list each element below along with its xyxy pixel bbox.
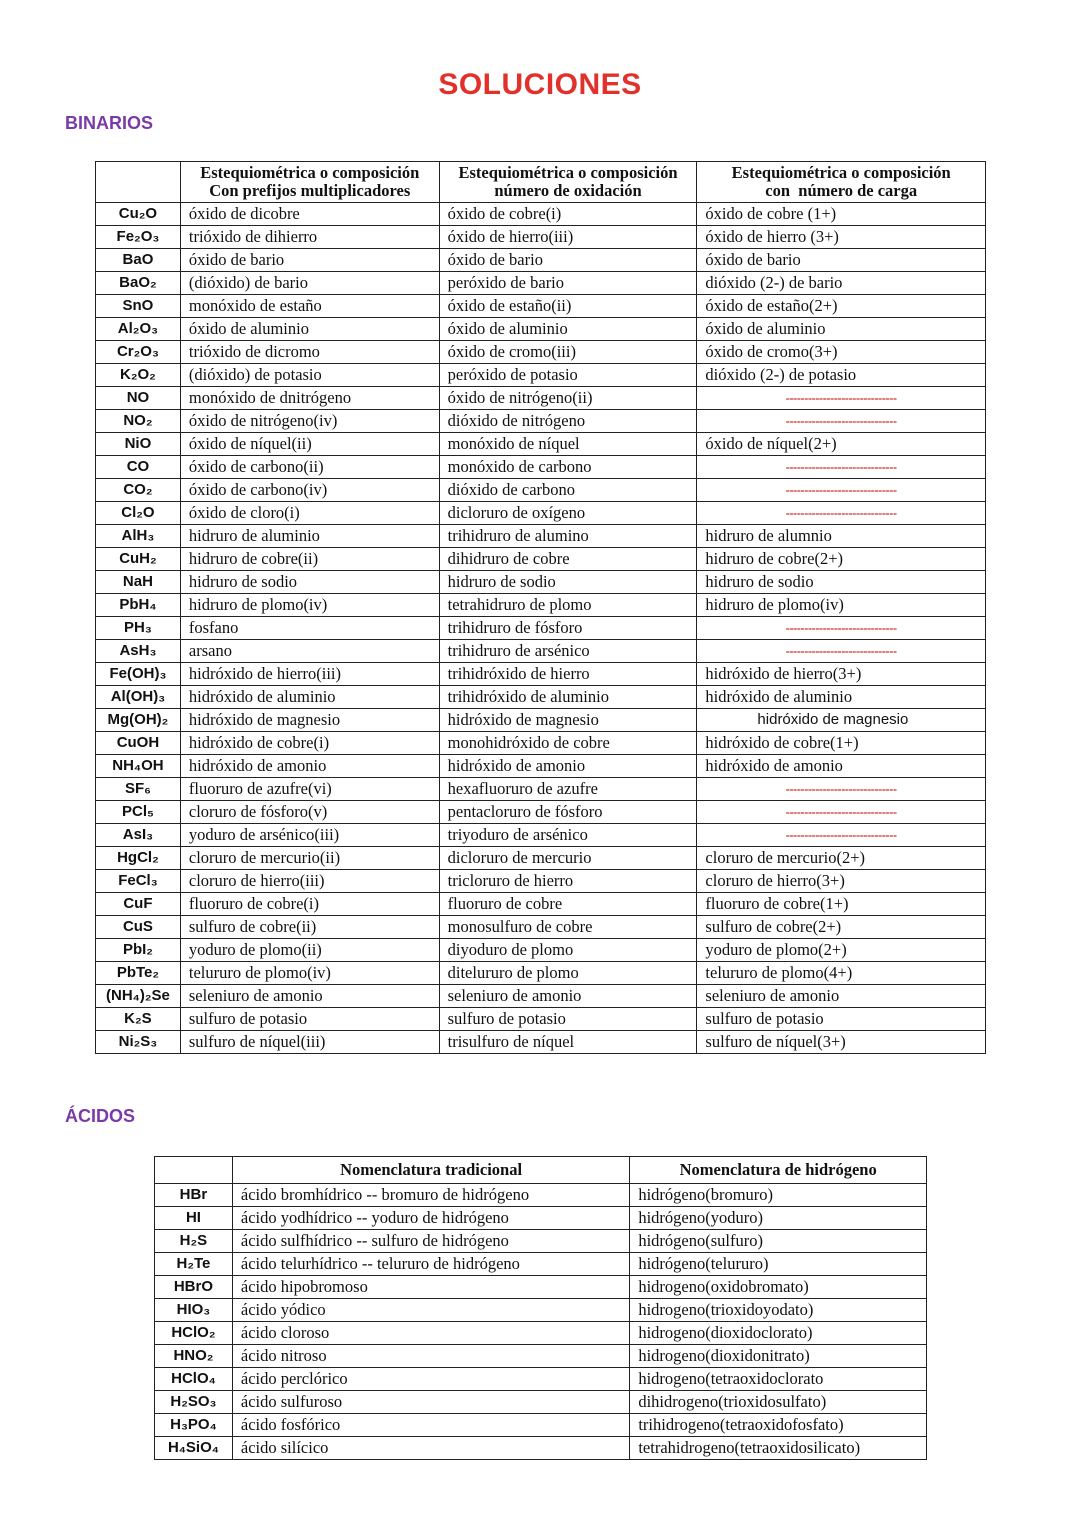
name-cell: seleniuro de amonio	[439, 985, 697, 1008]
table-row	[155, 1230, 927, 1253]
name-cell: óxido de cromo(3+)	[697, 341, 986, 364]
formula-cell: CO₂	[96, 479, 181, 502]
name-cell: óxido de nitrógeno(iv)	[180, 410, 439, 433]
name-cell: diyoduro de plomo	[439, 939, 697, 962]
name-cell: dihidrogeno(trioxidosulfato)	[630, 1391, 927, 1414]
name-cell: hidruro de plomo(iv)	[697, 594, 986, 617]
table-row	[96, 847, 986, 870]
table-row	[96, 410, 986, 433]
name-cell: dióxido de carbono	[439, 479, 697, 502]
table-row	[96, 985, 986, 1008]
formula-cell: Al(OH)₃	[96, 686, 181, 709]
formula-cell: Fe₂O₃	[96, 226, 181, 249]
table-header-row	[96, 162, 986, 203]
formula-cell: PbH₄	[96, 594, 181, 617]
table-row	[96, 824, 986, 847]
name-cell: hidróxido de hierro(3+)	[697, 663, 986, 686]
table-row	[96, 709, 986, 732]
name-cell: sulfuro de potasio	[697, 1008, 986, 1031]
name-cell: óxido de hierro (3+)	[697, 226, 986, 249]
name-cell: óxido de cloro(i)	[180, 502, 439, 525]
table-row	[155, 1345, 927, 1368]
name-cell: hexafluoruro de azufre	[439, 778, 697, 801]
formula-cell: PCl₅	[96, 801, 181, 824]
formula-cell: (NH₄)₂Se	[96, 985, 181, 1008]
formula-cell: HClO₄	[155, 1368, 233, 1391]
name-cell: sulfuro de cobre(ii)	[180, 916, 439, 939]
formula-cell: H₄SiO₄	[155, 1437, 233, 1460]
name-cell: fluoruro de cobre(i)	[180, 893, 439, 916]
formula-cell: H₂SO₃	[155, 1391, 233, 1414]
table-row	[96, 663, 986, 686]
name-cell: fluoruro de cobre(1+)	[697, 893, 986, 916]
formula-cell: BaO	[96, 249, 181, 272]
table-row	[96, 203, 986, 226]
formula-cell: H₂S	[155, 1230, 233, 1253]
formula-cell: SF₆	[96, 778, 181, 801]
formula-cell: HBr	[155, 1184, 233, 1207]
name-cell: dióxido de nitrógeno	[439, 410, 697, 433]
name-cell: hidrogeno(dioxidonitrato)	[630, 1345, 927, 1368]
table-row	[155, 1207, 927, 1230]
name-cell: yoduro de plomo(ii)	[180, 939, 439, 962]
formula-cell: AlH₃	[96, 525, 181, 548]
name-cell: hidruro de sodio	[697, 571, 986, 594]
not-applicable-dashes: ------------------------------	[697, 502, 986, 525]
formula-cell: K₂O₂	[96, 364, 181, 387]
name-cell: hidrógeno(telururo)	[630, 1253, 927, 1276]
column-header: Estequiométrica o composición número de oxidación	[439, 162, 697, 203]
name-cell: hidróxido de magnesio	[439, 709, 697, 732]
name-cell: hidróxido de amonio	[439, 755, 697, 778]
name-cell: hidruro de sodio	[180, 571, 439, 594]
formula-cell: Ni₂S₃	[96, 1031, 181, 1054]
name-cell: dióxido (2-) de bario	[697, 272, 986, 295]
name-cell: trihidrogeno(tetraoxidofosfato)	[630, 1414, 927, 1437]
name-cell: hidruro de plomo(iv)	[180, 594, 439, 617]
name-cell: peróxido de bario	[439, 272, 697, 295]
formula-cell: NiO	[96, 433, 181, 456]
name-cell: cloruro de mercurio(2+)	[697, 847, 986, 870]
name-cell: hidróxido de cobre(1+)	[697, 732, 986, 755]
name-cell: triyoduro de arsénico	[439, 824, 697, 847]
table-row	[96, 548, 986, 571]
name-cell: seleniuro de amonio	[180, 985, 439, 1008]
name-cell: fluoruro de cobre	[439, 893, 697, 916]
name-cell: sulfuro de cobre(2+)	[697, 916, 986, 939]
table-row	[96, 272, 986, 295]
name-cell: hidróxido de hierro(iii)	[180, 663, 439, 686]
name-cell: hidrógeno(sulfuro)	[630, 1230, 927, 1253]
table-row	[96, 295, 986, 318]
name-cell: hidruro de aluminio	[180, 525, 439, 548]
table-row	[96, 617, 986, 640]
formula-cell: Fe(OH)₃	[96, 663, 181, 686]
name-cell: hidrogeno(dioxidoclorato)	[630, 1322, 927, 1345]
name-cell: óxido de aluminio	[180, 318, 439, 341]
name-cell: óxido de bario	[180, 249, 439, 272]
name-cell: óxido de cobre (1+)	[697, 203, 986, 226]
table-row	[96, 226, 986, 249]
name-cell: hidróxido de amonio	[180, 755, 439, 778]
formula-cell: HgCl₂	[96, 847, 181, 870]
name-cell: óxido de cobre(i)	[439, 203, 697, 226]
name-cell: ácido perclórico	[232, 1368, 629, 1391]
name-cell: trihidruro de alumino	[439, 525, 697, 548]
formula-cell: NH₄OH	[96, 755, 181, 778]
column-header: Estequiométrica o composición Con prefijos multiplicadores	[180, 162, 439, 203]
formula-cell: HIO₃	[155, 1299, 233, 1322]
formula-cell: NO₂	[96, 410, 181, 433]
formula-cell: AsI₃	[96, 824, 181, 847]
name-cell: óxido de bario	[439, 249, 697, 272]
not-applicable-dashes: ------------------------------	[697, 387, 986, 410]
name-cell: (dióxido) de potasio	[180, 364, 439, 387]
name-cell: hidruro de cobre(2+)	[697, 548, 986, 571]
name-cell: hidrogeno(tetraoxidoclorato	[630, 1368, 927, 1391]
formula-cell: NO	[96, 387, 181, 410]
name-cell: monohidróxido de cobre	[439, 732, 697, 755]
formula-cell: CuS	[96, 916, 181, 939]
formula-cell: HClO₂	[155, 1322, 233, 1345]
table-row	[155, 1299, 927, 1322]
name-cell: hidrógeno(yoduro)	[630, 1207, 927, 1230]
name-cell: ácido yódico	[232, 1299, 629, 1322]
table-row	[96, 801, 986, 824]
name-cell: ácido silícico	[232, 1437, 629, 1460]
name-cell: yoduro de plomo(2+)	[697, 939, 986, 962]
name-cell: sulfuro de níquel(iii)	[180, 1031, 439, 1054]
name-cell: dihidruro de cobre	[439, 548, 697, 571]
table-row	[155, 1391, 927, 1414]
not-applicable-dashes: ------------------------------	[697, 410, 986, 433]
not-applicable-dashes: ------------------------------	[697, 617, 986, 640]
column-header: Estequiométrica o composición con número de carga	[697, 162, 986, 203]
table-row	[96, 870, 986, 893]
name-cell: hidróxido de amonio	[697, 755, 986, 778]
name-cell: fluoruro de azufre(vi)	[180, 778, 439, 801]
section-heading-binarios: BINARIOS	[65, 113, 154, 133]
name-cell: hidrógeno(bromuro)	[630, 1184, 927, 1207]
name-cell: cloruro de hierro(iii)	[180, 870, 439, 893]
acidos-table	[154, 1156, 927, 1460]
table-row	[96, 594, 986, 617]
name-cell: cloruro de fósforo(v)	[180, 801, 439, 824]
formula-cell: H₃PO₄	[155, 1414, 233, 1437]
table-row	[96, 778, 986, 801]
not-applicable-dashes: ------------------------------	[697, 801, 986, 824]
name-cell: trióxido de dicromo	[180, 341, 439, 364]
formula-cell: FeCl₃	[96, 870, 181, 893]
column-header	[96, 162, 181, 203]
name-cell: trihidruro de arsénico	[439, 640, 697, 663]
table-row	[96, 479, 986, 502]
name-cell: ácido cloroso	[232, 1322, 629, 1345]
name-cell: monóxido de carbono	[439, 456, 697, 479]
name-cell: telururo de plomo(4+)	[697, 962, 986, 985]
table-row	[96, 318, 986, 341]
name-cell: ditelururo de plomo	[439, 962, 697, 985]
table-row	[96, 640, 986, 663]
name-cell: monóxido de níquel	[439, 433, 697, 456]
formula-cell: AsH₃	[96, 640, 181, 663]
name-cell: hidróxido de aluminio	[180, 686, 439, 709]
table-row	[96, 502, 986, 525]
table-row	[96, 433, 986, 456]
table-row	[96, 755, 986, 778]
table-row	[96, 387, 986, 410]
table-row	[96, 1008, 986, 1031]
name-cell: dicloruro de mercurio	[439, 847, 697, 870]
formula-cell: PH₃	[96, 617, 181, 640]
name-cell: hidrogeno(oxidobromato)	[630, 1276, 927, 1299]
table-row	[96, 893, 986, 916]
name-cell: ácido sulfhídrico -- sulfuro de hidrógeno	[232, 1230, 629, 1253]
formula-cell: CO	[96, 456, 181, 479]
name-cell: óxido de cromo(iii)	[439, 341, 697, 364]
name-cell: trihidruro de fósforo	[439, 617, 697, 640]
name-cell: óxido de dicobre	[180, 203, 439, 226]
table-row	[96, 249, 986, 272]
name-cell: óxido de aluminio	[697, 318, 986, 341]
binarios-table	[95, 161, 986, 1054]
name-cell: hidrogeno(trioxidoyodato)	[630, 1299, 927, 1322]
table-row	[155, 1414, 927, 1437]
name-cell: sulfuro de níquel(3+)	[697, 1031, 986, 1054]
name-cell: óxido de bario	[697, 249, 986, 272]
name-cell: hidruro de alumnio	[697, 525, 986, 548]
formula-cell: Cu₂O	[96, 203, 181, 226]
not-applicable-dashes: ------------------------------	[697, 640, 986, 663]
name-cell: (dióxido) de bario	[180, 272, 439, 295]
name-cell: óxido de carbono(ii)	[180, 456, 439, 479]
formula-cell: BaO₂	[96, 272, 181, 295]
column-header: Nomenclatura tradicional	[232, 1157, 629, 1184]
table-row	[155, 1368, 927, 1391]
name-cell: tricloruro de hierro	[439, 870, 697, 893]
table-row	[96, 456, 986, 479]
formula-cell: CuF	[96, 893, 181, 916]
name-cell: seleniuro de amonio	[697, 985, 986, 1008]
name-cell: hidróxido de aluminio	[697, 686, 986, 709]
name-cell: trihidróxido de hierro	[439, 663, 697, 686]
name-cell: hidróxido de magnesio	[697, 709, 986, 732]
name-cell: hidróxido de magnesio	[180, 709, 439, 732]
name-cell: sulfuro de potasio	[439, 1008, 697, 1031]
name-cell: tetrahidruro de plomo	[439, 594, 697, 617]
formula-cell: NaH	[96, 571, 181, 594]
name-cell: trihidróxido de aluminio	[439, 686, 697, 709]
name-cell: sulfuro de potasio	[180, 1008, 439, 1031]
name-cell: óxido de estaño(2+)	[697, 295, 986, 318]
table-row	[96, 364, 986, 387]
name-cell: ácido sulfuroso	[232, 1391, 629, 1414]
name-cell: dióxido (2-) de potasio	[697, 364, 986, 387]
table-header-row	[155, 1157, 927, 1184]
table-row	[96, 939, 986, 962]
name-cell: óxido de níquel(2+)	[697, 433, 986, 456]
name-cell: tetrahidrogeno(tetraoxidosilicato)	[630, 1437, 927, 1460]
name-cell: peróxido de potasio	[439, 364, 697, 387]
formula-cell: Mg(OH)₂	[96, 709, 181, 732]
column-header: Nomenclatura de hidrógeno	[630, 1157, 927, 1184]
not-applicable-dashes: ------------------------------	[697, 456, 986, 479]
table-row	[96, 525, 986, 548]
formula-cell: PbI₂	[96, 939, 181, 962]
name-cell: cloruro de mercurio(ii)	[180, 847, 439, 870]
page-title: SOLUCIONES	[438, 68, 642, 101]
formula-cell: H₂Te	[155, 1253, 233, 1276]
name-cell: ácido fosfórico	[232, 1414, 629, 1437]
name-cell: óxido de hierro(iii)	[439, 226, 697, 249]
formula-cell: PbTe₂	[96, 962, 181, 985]
formula-cell: CuOH	[96, 732, 181, 755]
name-cell: hidróxido de cobre(i)	[180, 732, 439, 755]
name-cell: ácido bromhídrico -- bromuro de hidrógeno	[232, 1184, 629, 1207]
name-cell: ácido yodhídrico -- yoduro de hidrógeno	[232, 1207, 629, 1230]
formula-cell: HI	[155, 1207, 233, 1230]
formula-cell: HNO₂	[155, 1345, 233, 1368]
name-cell: dicloruro de oxígeno	[439, 502, 697, 525]
not-applicable-dashes: ------------------------------	[697, 824, 986, 847]
name-cell: óxido de aluminio	[439, 318, 697, 341]
column-header	[155, 1157, 233, 1184]
not-applicable-dashes: ------------------------------	[697, 778, 986, 801]
name-cell: ácido hipobromoso	[232, 1276, 629, 1299]
table-row	[96, 686, 986, 709]
table-row	[155, 1276, 927, 1299]
formula-cell: CuH₂	[96, 548, 181, 571]
table-row	[155, 1253, 927, 1276]
formula-cell: K₂S	[96, 1008, 181, 1031]
formula-cell: Al₂O₃	[96, 318, 181, 341]
table-row	[155, 1437, 927, 1460]
name-cell: óxido de estaño(ii)	[439, 295, 697, 318]
table-row	[96, 916, 986, 939]
name-cell: ácido nitroso	[232, 1345, 629, 1368]
name-cell: hidruro de cobre(ii)	[180, 548, 439, 571]
table-row	[155, 1184, 927, 1207]
name-cell: hidruro de sodio	[439, 571, 697, 594]
name-cell: óxido de nitrógeno(ii)	[439, 387, 697, 410]
formula-cell: Cl₂O	[96, 502, 181, 525]
name-cell: monosulfuro de cobre	[439, 916, 697, 939]
name-cell: ácido telurhídrico -- telururo de hidrógeno	[232, 1253, 629, 1276]
name-cell: telururo de plomo(iv)	[180, 962, 439, 985]
name-cell: monóxido de estaño	[180, 295, 439, 318]
name-cell: trisulfuro de níquel	[439, 1031, 697, 1054]
name-cell: óxido de carbono(iv)	[180, 479, 439, 502]
table-row	[155, 1322, 927, 1345]
table-row	[96, 341, 986, 364]
table-row	[96, 571, 986, 594]
name-cell: pentacloruro de fósforo	[439, 801, 697, 824]
name-cell: óxido de níquel(ii)	[180, 433, 439, 456]
table-row	[96, 962, 986, 985]
name-cell: yoduro de arsénico(iii)	[180, 824, 439, 847]
table-row	[96, 732, 986, 755]
formula-cell: HBrO	[155, 1276, 233, 1299]
formula-cell: SnO	[96, 295, 181, 318]
name-cell: monóxido de dnitrógeno	[180, 387, 439, 410]
section-heading-acidos: ÁCIDOS	[65, 1106, 136, 1126]
not-applicable-dashes: ------------------------------	[697, 479, 986, 502]
table-row	[96, 1031, 986, 1054]
name-cell: arsano	[180, 640, 439, 663]
name-cell: cloruro de hierro(3+)	[697, 870, 986, 893]
name-cell: trióxido de dihierro	[180, 226, 439, 249]
name-cell: fosfano	[180, 617, 439, 640]
formula-cell: Cr₂O₃	[96, 341, 181, 364]
